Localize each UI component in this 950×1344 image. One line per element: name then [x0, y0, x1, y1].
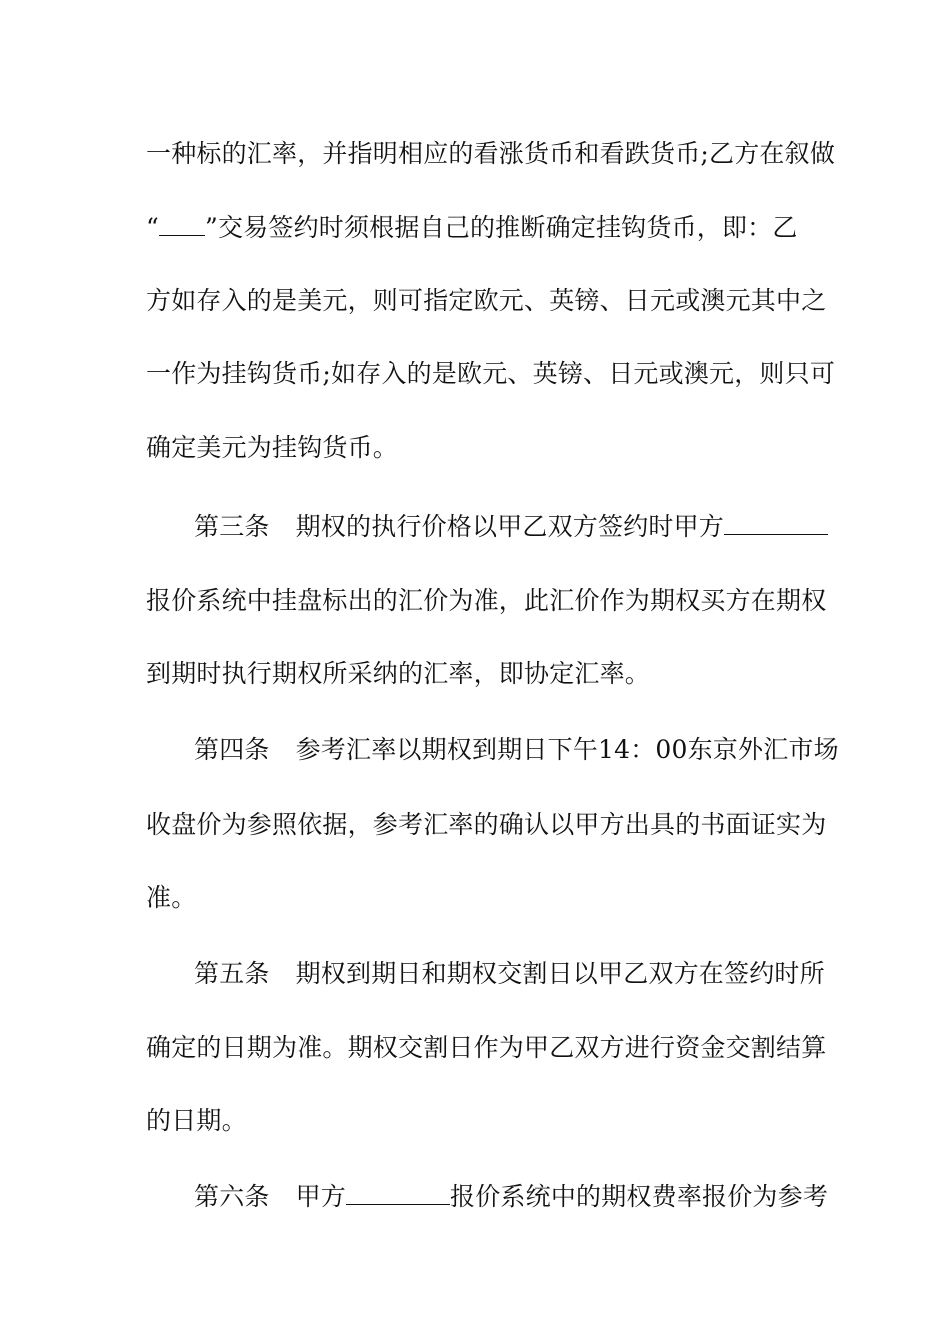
article-heading-line	[194, 1181, 829, 1213]
text-segment: 一种标的汇率，并指明相应的看涨货币和看跌货币;乙方在叙做	[146, 139, 836, 168]
text-segment: 方如存入的是美元，则可指定欧元、英镑、日元或澳元其中之	[146, 286, 827, 315]
fill-in-blank	[724, 512, 828, 535]
text-segment: 一作为挂钩货币;如存入的是欧元、英镑、日元或澳元，则只可	[146, 359, 836, 388]
text-segment: 到期时执行期权所采纳的汇率，即协定汇率。	[146, 659, 651, 688]
article-number: 第六条	[194, 1182, 270, 1211]
text-line	[146, 658, 806, 690]
text-segment: 确定美元为挂钩货币。	[146, 433, 399, 462]
text-line	[146, 138, 836, 170]
text-line	[146, 1105, 806, 1137]
text-segment: 期权到期日和期权交割日以甲乙双方在签约时所	[295, 959, 825, 988]
text-segment: 收盘价为参照依据，参考汇率的确认以甲方出具的书面证实为	[146, 810, 827, 839]
text-segment: 报价系统中挂盘标出的汇价为准，此汇价作为期权买方在期权	[146, 586, 827, 615]
text-line	[146, 585, 827, 617]
text-segment: “	[146, 213, 159, 242]
text-segment: 报价系统中的期权费率报价为参考	[450, 1182, 829, 1211]
article-heading-line	[194, 958, 825, 990]
text-line	[146, 212, 806, 244]
text-segment: 期权的执行价格以甲乙双方签约时甲方	[295, 512, 725, 541]
article-number: 第五条	[194, 959, 270, 988]
article-heading-line	[194, 734, 839, 766]
article-number: 第三条	[194, 512, 270, 541]
fill-in-blank	[159, 213, 205, 236]
text-line	[146, 358, 836, 390]
text-segment: ”交易签约时须根据自己的推断确定挂钩货币，即：乙	[204, 213, 798, 242]
text-line	[146, 285, 827, 317]
text-segment: 准。	[146, 883, 197, 912]
text-line	[146, 432, 806, 464]
text-segment: 参考汇率以期权到期日下午14：00东京外汇市场	[295, 735, 839, 764]
text-segment: 的日期。	[146, 1106, 247, 1135]
text-line	[146, 809, 827, 841]
fill-in-blank	[346, 1182, 450, 1205]
text-line	[146, 1032, 827, 1064]
article-heading-line	[194, 511, 806, 543]
article-number: 第四条	[194, 735, 270, 764]
text-segment: 确定的日期为准。期权交割日作为甲乙双方进行资金交割结算	[146, 1033, 827, 1062]
text-segment: 甲方	[295, 1182, 347, 1211]
text-line	[146, 882, 806, 914]
